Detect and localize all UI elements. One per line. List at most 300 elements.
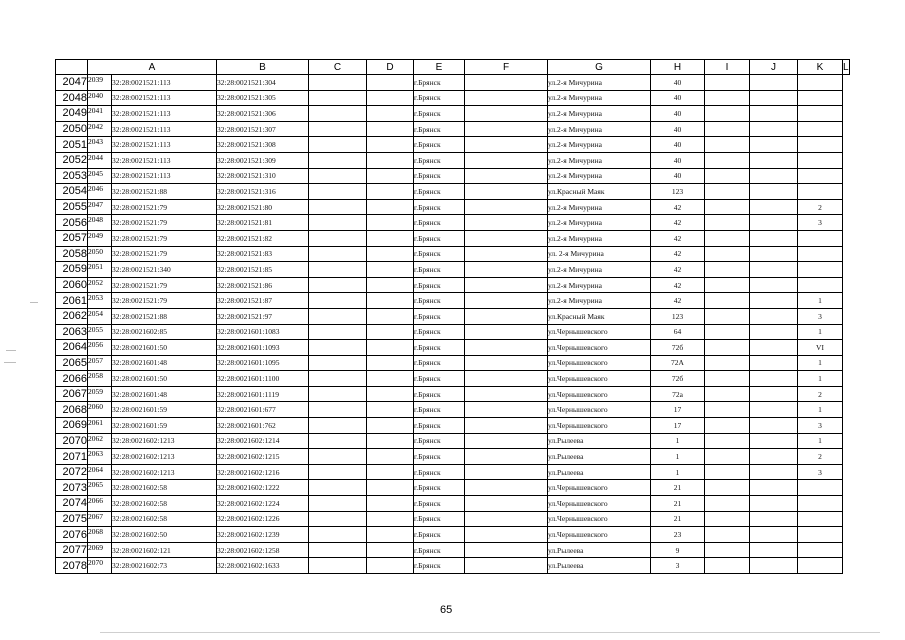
cell-b[interactable]: 32:28:0021521:113	[112, 106, 217, 122]
cell-i[interactable]: 123	[651, 308, 705, 324]
cell-b[interactable]: 32:28:0021521:79	[112, 293, 217, 309]
cell-i[interactable]: 40	[651, 75, 705, 91]
cell-l[interactable]: 1	[798, 433, 843, 449]
cell-h[interactable]: ул.Чернышевского	[548, 340, 651, 356]
cell-g[interactable]	[465, 371, 548, 387]
cell-c[interactable]: 32:28:0021601:1083	[217, 324, 309, 340]
cell-j[interactable]	[705, 433, 750, 449]
cell-a[interactable]: 2063	[88, 449, 112, 465]
cell-a[interactable]: 2064	[88, 464, 112, 480]
row-number[interactable]: 2068	[56, 402, 88, 418]
cell-f[interactable]: г.Брянск	[414, 75, 465, 91]
cell-d[interactable]	[309, 152, 367, 168]
cell-d[interactable]	[309, 511, 367, 527]
cell-c[interactable]: 32:28:0021521:304	[217, 75, 309, 91]
cell-h[interactable]: ул.Чернышевского	[548, 480, 651, 496]
cell-k[interactable]	[750, 106, 798, 122]
cell-a[interactable]: 2051	[88, 262, 112, 278]
cell-f[interactable]: г.Брянск	[414, 386, 465, 402]
cell-d[interactable]	[309, 75, 367, 91]
row-number[interactable]: 2067	[56, 386, 88, 402]
cell-g[interactable]	[465, 433, 548, 449]
cell-b[interactable]: 32:28:0021521:113	[112, 75, 217, 91]
cell-e[interactable]	[367, 449, 414, 465]
cell-i[interactable]: 21	[651, 511, 705, 527]
cell-l[interactable]	[798, 277, 843, 293]
cell-j[interactable]	[705, 262, 750, 278]
cell-l[interactable]	[798, 262, 843, 278]
cell-h[interactable]: ул.2-я Мичурина	[548, 152, 651, 168]
cell-b[interactable]: 32:28:0021521:88	[112, 308, 217, 324]
cell-i[interactable]: 42	[651, 199, 705, 215]
cell-a[interactable]: 2056	[88, 340, 112, 356]
cell-e[interactable]	[367, 308, 414, 324]
cell-i[interactable]: 40	[651, 152, 705, 168]
cell-i[interactable]: 64	[651, 324, 705, 340]
cell-b[interactable]: 32:28:0021601:59	[112, 418, 217, 434]
cell-j[interactable]	[705, 277, 750, 293]
cell-c[interactable]: 32:28:0021601:762	[217, 418, 309, 434]
cell-k[interactable]	[750, 215, 798, 231]
column-header-d[interactable]: D	[367, 60, 414, 75]
cell-b[interactable]: 32:28:0021602:121	[112, 542, 217, 558]
cell-a[interactable]: 2055	[88, 324, 112, 340]
cell-f[interactable]: г.Брянск	[414, 121, 465, 137]
cell-k[interactable]	[750, 152, 798, 168]
cell-e[interactable]	[367, 542, 414, 558]
cell-c[interactable]: 32:28:0021602:1239	[217, 527, 309, 543]
cell-a[interactable]: 2061	[88, 418, 112, 434]
cell-b[interactable]: 32:28:0021521:113	[112, 137, 217, 153]
cell-h[interactable]: ул.2-я Мичурина	[548, 137, 651, 153]
cell-j[interactable]	[705, 152, 750, 168]
column-header-j[interactable]: J	[750, 60, 798, 75]
cell-h[interactable]: ул.2-я Мичурина	[548, 121, 651, 137]
cell-l[interactable]: 2	[798, 449, 843, 465]
cell-i[interactable]: 42	[651, 246, 705, 262]
cell-d[interactable]	[309, 121, 367, 137]
cell-h[interactable]: ул.Красный Маяк	[548, 184, 651, 200]
cell-j[interactable]	[705, 106, 750, 122]
cell-j[interactable]	[705, 464, 750, 480]
cell-i[interactable]: 72б	[651, 371, 705, 387]
cell-f[interactable]: г.Брянск	[414, 449, 465, 465]
cell-e[interactable]	[367, 386, 414, 402]
cell-d[interactable]	[309, 230, 367, 246]
cell-c[interactable]: 32:28:0021602:1222	[217, 480, 309, 496]
cell-f[interactable]: г.Брянск	[414, 277, 465, 293]
cell-j[interactable]	[705, 355, 750, 371]
cell-g[interactable]	[465, 402, 548, 418]
cell-c[interactable]: 32:28:0021601:677	[217, 402, 309, 418]
cell-a[interactable]: 2040	[88, 90, 112, 106]
cell-f[interactable]: г.Брянск	[414, 230, 465, 246]
column-header-f[interactable]: F	[465, 60, 548, 75]
cell-i[interactable]: 40	[651, 90, 705, 106]
cell-c[interactable]: 32:28:0021521:305	[217, 90, 309, 106]
cell-e[interactable]	[367, 371, 414, 387]
cell-a[interactable]: 2053	[88, 293, 112, 309]
row-number[interactable]: 2062	[56, 308, 88, 324]
cell-e[interactable]	[367, 293, 414, 309]
cell-j[interactable]	[705, 449, 750, 465]
cell-a[interactable]: 2054	[88, 308, 112, 324]
cell-g[interactable]	[465, 137, 548, 153]
cell-j[interactable]	[705, 75, 750, 91]
cell-j[interactable]	[705, 308, 750, 324]
cell-j[interactable]	[705, 371, 750, 387]
cell-h[interactable]: ул.Рылеева	[548, 449, 651, 465]
cell-g[interactable]	[465, 106, 548, 122]
cell-i[interactable]: 17	[651, 402, 705, 418]
cell-h[interactable]: ул.2-я Мичурина	[548, 90, 651, 106]
cell-l[interactable]: 1	[798, 371, 843, 387]
cell-a[interactable]: 2058	[88, 371, 112, 387]
cell-f[interactable]: г.Брянск	[414, 199, 465, 215]
row-number[interactable]: 2064	[56, 340, 88, 356]
cell-i[interactable]: 3	[651, 558, 705, 574]
cell-d[interactable]	[309, 449, 367, 465]
cell-e[interactable]	[367, 496, 414, 512]
cell-a[interactable]: 2067	[88, 511, 112, 527]
cell-k[interactable]	[750, 137, 798, 153]
cell-l[interactable]	[798, 184, 843, 200]
cell-d[interactable]	[309, 137, 367, 153]
cell-h[interactable]: ул.Рылеева	[548, 464, 651, 480]
cell-g[interactable]	[465, 75, 548, 91]
cell-i[interactable]: 72б	[651, 340, 705, 356]
cell-d[interactable]	[309, 106, 367, 122]
cell-e[interactable]	[367, 262, 414, 278]
cell-k[interactable]	[750, 246, 798, 262]
cell-d[interactable]	[309, 386, 367, 402]
cell-h[interactable]: ул.Чернышевского	[548, 402, 651, 418]
cell-h[interactable]: ул.Рылеева	[548, 433, 651, 449]
cell-b[interactable]: 32:28:0021521:113	[112, 152, 217, 168]
row-number[interactable]: 2072	[56, 464, 88, 480]
cell-e[interactable]	[367, 464, 414, 480]
cell-l[interactable]: VI	[798, 340, 843, 356]
cell-c[interactable]: 32:28:0021521:316	[217, 184, 309, 200]
cell-d[interactable]	[309, 402, 367, 418]
cell-k[interactable]	[750, 464, 798, 480]
cell-j[interactable]	[705, 199, 750, 215]
cell-d[interactable]	[309, 277, 367, 293]
cell-c[interactable]: 32:28:0021521:309	[217, 152, 309, 168]
row-number[interactable]: 2054	[56, 184, 88, 200]
cell-c[interactable]: 32:28:0021521:308	[217, 137, 309, 153]
cell-g[interactable]	[465, 230, 548, 246]
cell-f[interactable]: г.Брянск	[414, 558, 465, 574]
cell-b[interactable]: 32:28:0021601:59	[112, 402, 217, 418]
cell-d[interactable]	[309, 199, 367, 215]
cell-b[interactable]: 32:28:0021601:48	[112, 386, 217, 402]
cell-k[interactable]	[750, 324, 798, 340]
cell-g[interactable]	[465, 496, 548, 512]
cell-c[interactable]: 32:28:0021602:1633	[217, 558, 309, 574]
cell-f[interactable]: г.Брянск	[414, 106, 465, 122]
cell-k[interactable]	[750, 511, 798, 527]
cell-i[interactable]: 21	[651, 480, 705, 496]
cell-i[interactable]: 40	[651, 137, 705, 153]
cell-l[interactable]: 3	[798, 215, 843, 231]
cell-k[interactable]	[750, 90, 798, 106]
cell-f[interactable]: г.Брянск	[414, 402, 465, 418]
cell-k[interactable]	[750, 386, 798, 402]
cell-c[interactable]: 32:28:0021521:83	[217, 246, 309, 262]
row-number[interactable]: 2073	[56, 480, 88, 496]
cell-e[interactable]	[367, 340, 414, 356]
cell-b[interactable]: 32:28:0021521:79	[112, 277, 217, 293]
cell-f[interactable]: г.Брянск	[414, 511, 465, 527]
cell-j[interactable]	[705, 215, 750, 231]
cell-k[interactable]	[750, 293, 798, 309]
cell-i[interactable]: 1	[651, 433, 705, 449]
cell-k[interactable]	[750, 168, 798, 184]
cell-e[interactable]	[367, 402, 414, 418]
cell-d[interactable]	[309, 215, 367, 231]
cell-c[interactable]: 32:28:0021521:82	[217, 230, 309, 246]
cell-b[interactable]: 32:28:0021601:50	[112, 371, 217, 387]
cell-i[interactable]: 72а	[651, 386, 705, 402]
row-number[interactable]: 2059	[56, 262, 88, 278]
cell-j[interactable]	[705, 293, 750, 309]
cell-d[interactable]	[309, 90, 367, 106]
cell-d[interactable]	[309, 418, 367, 434]
cell-l[interactable]	[798, 542, 843, 558]
cell-j[interactable]	[705, 402, 750, 418]
cell-l[interactable]	[798, 230, 843, 246]
cell-g[interactable]	[465, 449, 548, 465]
row-number[interactable]: 2070	[56, 433, 88, 449]
corner-cell[interactable]	[56, 60, 88, 75]
cell-b[interactable]: 32:28:0021602:1213	[112, 433, 217, 449]
cell-l[interactable]: 3	[798, 308, 843, 324]
cell-j[interactable]	[705, 511, 750, 527]
cell-i[interactable]: 42	[651, 293, 705, 309]
cell-b[interactable]: 32:28:0021602:58	[112, 480, 217, 496]
cell-g[interactable]	[465, 199, 548, 215]
cell-e[interactable]	[367, 168, 414, 184]
cell-d[interactable]	[309, 433, 367, 449]
cell-k[interactable]	[750, 480, 798, 496]
cell-k[interactable]	[750, 75, 798, 91]
cell-d[interactable]	[309, 496, 367, 512]
cell-l[interactable]: 1	[798, 324, 843, 340]
cell-a[interactable]: 2070	[88, 558, 112, 574]
cell-h[interactable]: ул.Чернышевского	[548, 371, 651, 387]
column-header-a[interactable]: A	[88, 60, 217, 75]
cell-b[interactable]: 32:28:0021521:113	[112, 168, 217, 184]
cell-a[interactable]: 2059	[88, 386, 112, 402]
cell-j[interactable]	[705, 418, 750, 434]
column-header-h[interactable]: H	[651, 60, 705, 75]
cell-b[interactable]: 32:28:0021602:58	[112, 511, 217, 527]
cell-c[interactable]: 32:28:0021602:1216	[217, 464, 309, 480]
cell-k[interactable]	[750, 542, 798, 558]
cell-c[interactable]: 32:28:0021602:1224	[217, 496, 309, 512]
cell-b[interactable]: 32:28:0021602:1213	[112, 449, 217, 465]
cell-f[interactable]: г.Брянск	[414, 293, 465, 309]
cell-h[interactable]: ул.2-я Мичурина	[548, 230, 651, 246]
cell-f[interactable]: г.Брянск	[414, 340, 465, 356]
cell-a[interactable]: 2062	[88, 433, 112, 449]
cell-k[interactable]	[750, 340, 798, 356]
cell-j[interactable]	[705, 137, 750, 153]
cell-l[interactable]	[798, 106, 843, 122]
row-number[interactable]: 2047	[56, 75, 88, 91]
cell-i[interactable]: 21	[651, 496, 705, 512]
cell-g[interactable]	[465, 121, 548, 137]
cell-i[interactable]: 40	[651, 106, 705, 122]
cell-e[interactable]	[367, 152, 414, 168]
cell-e[interactable]	[367, 184, 414, 200]
cell-g[interactable]	[465, 168, 548, 184]
column-header-b[interactable]: B	[217, 60, 309, 75]
cell-f[interactable]: г.Брянск	[414, 418, 465, 434]
cell-g[interactable]	[465, 215, 548, 231]
column-header-g[interactable]: G	[548, 60, 651, 75]
cell-l[interactable]: 1	[798, 293, 843, 309]
row-number[interactable]: 2051	[56, 137, 88, 153]
row-number[interactable]: 2061	[56, 293, 88, 309]
cell-d[interactable]	[309, 246, 367, 262]
cell-g[interactable]	[465, 262, 548, 278]
cell-b[interactable]: 32:28:0021601:48	[112, 355, 217, 371]
cell-g[interactable]	[465, 90, 548, 106]
cell-i[interactable]: 17	[651, 418, 705, 434]
cell-b[interactable]: 32:28:0021602:85	[112, 324, 217, 340]
cell-i[interactable]: 9	[651, 542, 705, 558]
cell-l[interactable]: 2	[798, 386, 843, 402]
row-number[interactable]: 2049	[56, 106, 88, 122]
cell-f[interactable]: г.Брянск	[414, 496, 465, 512]
cell-b[interactable]: 32:28:0021521:113	[112, 121, 217, 137]
row-number[interactable]: 2056	[56, 215, 88, 231]
cell-k[interactable]	[750, 418, 798, 434]
row-number[interactable]: 2078	[56, 558, 88, 574]
cell-j[interactable]	[705, 480, 750, 496]
row-number[interactable]: 2060	[56, 277, 88, 293]
cell-l[interactable]	[798, 90, 843, 106]
cell-a[interactable]: 2060	[88, 402, 112, 418]
cell-e[interactable]	[367, 418, 414, 434]
cell-g[interactable]	[465, 152, 548, 168]
cell-f[interactable]: г.Брянск	[414, 324, 465, 340]
cell-h[interactable]: ул.Чернышевского	[548, 324, 651, 340]
cell-b[interactable]: 32:28:0021521:79	[112, 230, 217, 246]
cell-k[interactable]	[750, 558, 798, 574]
row-number[interactable]: 2053	[56, 168, 88, 184]
cell-c[interactable]: 32:28:0021521:307	[217, 121, 309, 137]
cell-b[interactable]: 32:28:0021602:58	[112, 496, 217, 512]
cell-d[interactable]	[309, 168, 367, 184]
cell-e[interactable]	[367, 137, 414, 153]
cell-h[interactable]: ул.Чернышевского	[548, 386, 651, 402]
cell-h[interactable]: ул.Чернышевского	[548, 496, 651, 512]
cell-k[interactable]	[750, 496, 798, 512]
cell-f[interactable]: г.Брянск	[414, 371, 465, 387]
cell-d[interactable]	[309, 308, 367, 324]
row-number[interactable]: 2063	[56, 324, 88, 340]
cell-f[interactable]: г.Брянск	[414, 433, 465, 449]
cell-l[interactable]	[798, 480, 843, 496]
cell-f[interactable]: г.Брянск	[414, 542, 465, 558]
cell-a[interactable]: 2048	[88, 215, 112, 231]
cell-d[interactable]	[309, 558, 367, 574]
cell-d[interactable]	[309, 293, 367, 309]
cell-a[interactable]: 2049	[88, 230, 112, 246]
row-number[interactable]: 2055	[56, 199, 88, 215]
cell-h[interactable]: ул.2-я Мичурина	[548, 215, 651, 231]
cell-a[interactable]: 2066	[88, 496, 112, 512]
cell-i[interactable]: 42	[651, 277, 705, 293]
column-header-c[interactable]: C	[309, 60, 367, 75]
cell-j[interactable]	[705, 496, 750, 512]
cell-i[interactable]: 123	[651, 184, 705, 200]
cell-h[interactable]: ул.2-я Мичурина	[548, 199, 651, 215]
cell-k[interactable]	[750, 355, 798, 371]
cell-i[interactable]: 42	[651, 215, 705, 231]
cell-l[interactable]	[798, 75, 843, 91]
cell-f[interactable]: г.Брянск	[414, 246, 465, 262]
cell-e[interactable]	[367, 230, 414, 246]
cell-k[interactable]	[750, 262, 798, 278]
cell-b[interactable]: 32:28:0021602:50	[112, 527, 217, 543]
cell-d[interactable]	[309, 464, 367, 480]
cell-j[interactable]	[705, 121, 750, 137]
cell-b[interactable]: 32:28:0021521:113	[112, 90, 217, 106]
cell-j[interactable]	[705, 230, 750, 246]
cell-i[interactable]: 42	[651, 262, 705, 278]
cell-l[interactable]: 2	[798, 199, 843, 215]
cell-b[interactable]: 32:28:0021521:79	[112, 246, 217, 262]
cell-i[interactable]: 42	[651, 230, 705, 246]
cell-e[interactable]	[367, 90, 414, 106]
cell-g[interactable]	[465, 184, 548, 200]
cell-i[interactable]: 40	[651, 121, 705, 137]
cell-l[interactable]	[798, 137, 843, 153]
cell-c[interactable]: 32:28:0021602:1214	[217, 433, 309, 449]
cell-a[interactable]: 2069	[88, 542, 112, 558]
row-number[interactable]: 2052	[56, 152, 88, 168]
cell-e[interactable]	[367, 324, 414, 340]
cell-b[interactable]: 32:28:0021601:50	[112, 340, 217, 356]
column-header-e[interactable]: E	[414, 60, 465, 75]
cell-a[interactable]: 2057	[88, 355, 112, 371]
cell-b[interactable]: 32:28:0021521:88	[112, 184, 217, 200]
cell-g[interactable]	[465, 308, 548, 324]
cell-c[interactable]: 32:28:0021601:1100	[217, 371, 309, 387]
cell-l[interactable]	[798, 496, 843, 512]
cell-f[interactable]: г.Брянск	[414, 152, 465, 168]
cell-k[interactable]	[750, 308, 798, 324]
cell-g[interactable]	[465, 324, 548, 340]
cell-h[interactable]: ул.2-я Мичурина	[548, 106, 651, 122]
cell-a[interactable]: 2068	[88, 527, 112, 543]
cell-g[interactable]	[465, 277, 548, 293]
cell-c[interactable]: 32:28:0021521:87	[217, 293, 309, 309]
cell-f[interactable]: г.Брянск	[414, 308, 465, 324]
cell-e[interactable]	[367, 433, 414, 449]
cell-c[interactable]: 32:28:0021521:81	[217, 215, 309, 231]
cell-j[interactable]	[705, 542, 750, 558]
cell-b[interactable]: 32:28:0021602:73	[112, 558, 217, 574]
cell-e[interactable]	[367, 199, 414, 215]
cell-c[interactable]: 32:28:0021602:1215	[217, 449, 309, 465]
cell-h[interactable]: ул.Рылеева	[548, 542, 651, 558]
row-number[interactable]: 2065	[56, 355, 88, 371]
